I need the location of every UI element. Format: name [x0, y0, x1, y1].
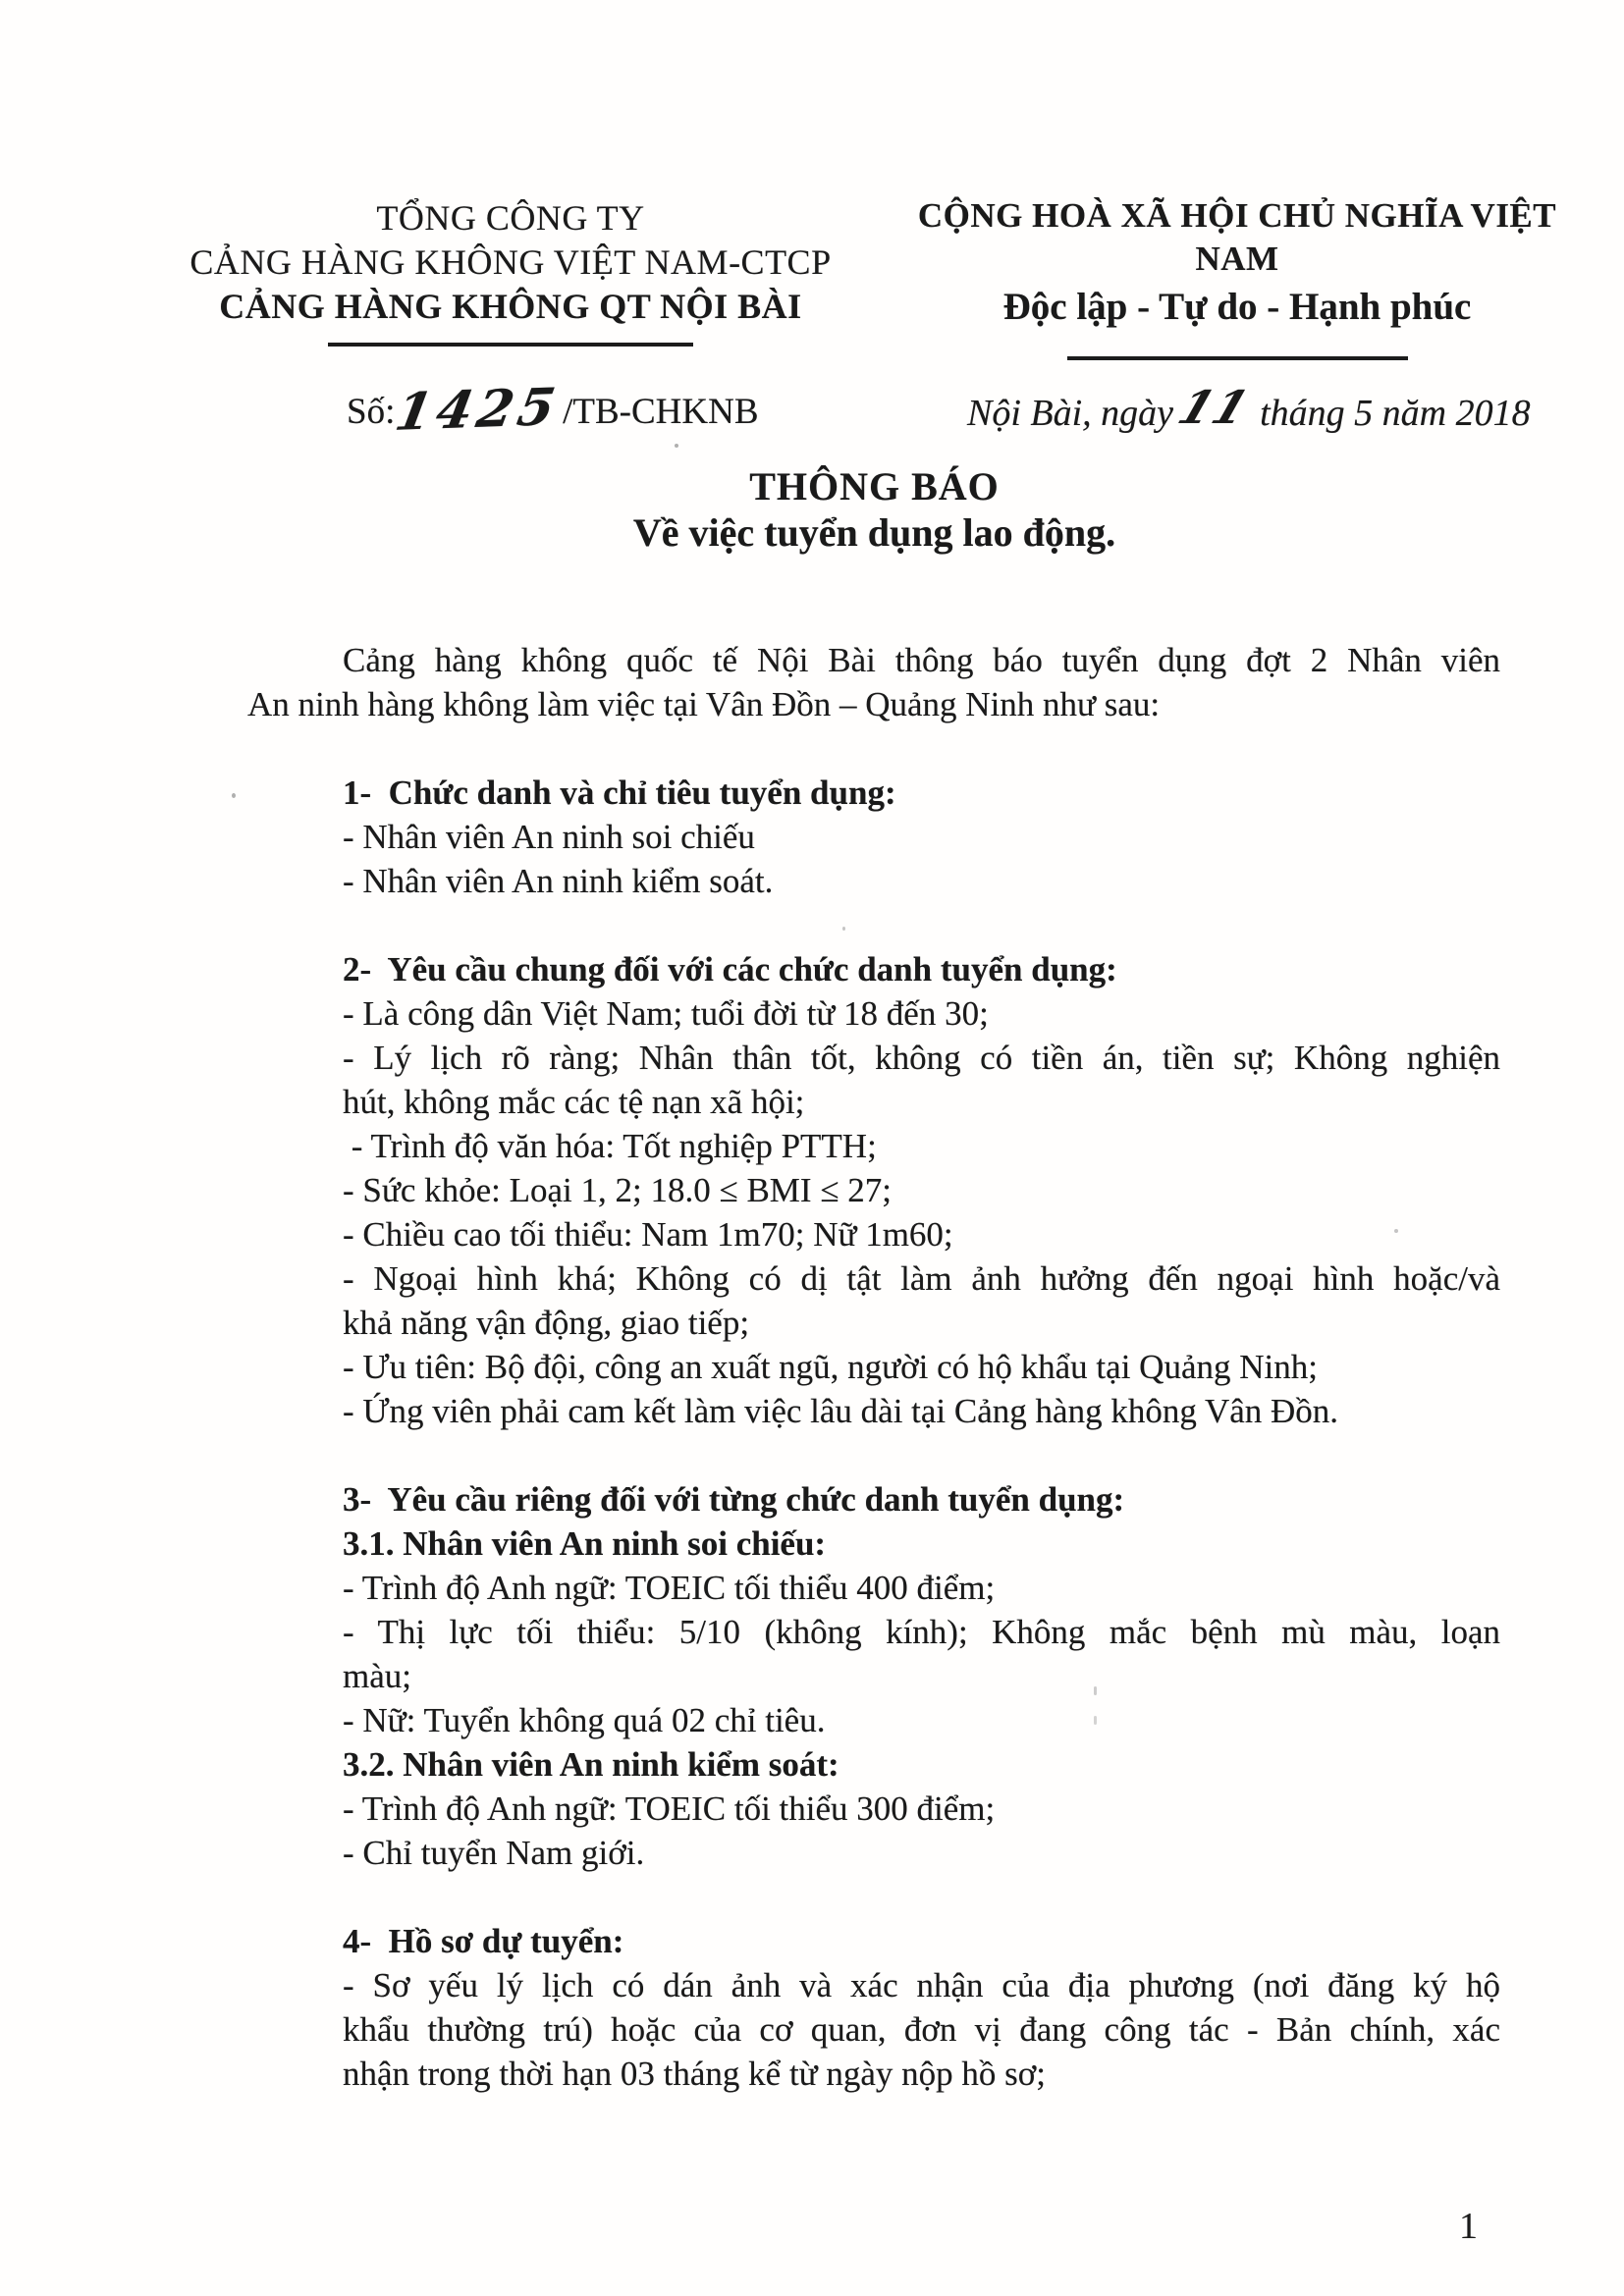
- section-heading-line: 4- Hồ sơ dự tuyển:: [343, 1922, 624, 1960]
- scan-speck: [675, 444, 678, 448]
- org-block: [187, 196, 835, 347]
- body-line: - Chỉ tuyển Nam giới.: [343, 1834, 645, 1872]
- date-line: [967, 381, 1531, 435]
- section-heading-line: 2- Yêu cầu chung đối với các chức danh tuyển dụng:: [343, 950, 1117, 988]
- body-line: nhận trong thời hạn 03 tháng kể từ ngày nộp hồ sơ;: [343, 2055, 1047, 2093]
- body-line: - Sơ yếu lý lịch có dán ảnh và xác nhận của địa phương (nơi đăng ký hộ: [343, 1966, 1500, 2004]
- scan-speck: [1094, 1686, 1097, 1695]
- body-line: - Là công dân Việt Nam; tuổi đời từ 18 đến 30;: [343, 994, 989, 1033]
- body-line: - Chiều cao tối thiểu: Nam 1m70; Nữ 1m60;: [343, 1215, 953, 1254]
- body-line: An ninh hàng không làm việc tại Vân Đồn – Quảng Ninh như sau:: [247, 685, 1161, 723]
- date-suffix: tháng 5 năm 2018: [1260, 393, 1531, 434]
- doc-number-line: [347, 377, 759, 443]
- national-header-line: CỘNG HOÀ XÃ HỘI CHỦ NGHĨA VIỆT NAM: [917, 196, 1557, 278]
- section-heading-line: 1- Chức danh và chỉ tiêu tuyển dụng:: [343, 774, 896, 812]
- doc-number-suffix: /TB-CHKNB: [563, 392, 759, 432]
- date-prefix: Nội Bài, ngày: [967, 393, 1174, 434]
- body-line: - Nữ: Tuyển không quá 02 chỉ tiêu.: [343, 1701, 826, 1739]
- body-line: màu;: [343, 1657, 411, 1695]
- page-number: 1: [1459, 2206, 1478, 2247]
- doc-number-handwritten: 1425: [391, 377, 566, 443]
- body-line: khả năng vận động, giao tiếp;: [343, 1304, 750, 1342]
- body-line: - Thị lực tối thiểu: 5/10 (không kính); Không mắc bệnh mù màu, loạn: [343, 1613, 1500, 1651]
- body-line: - Trình độ Anh ngữ: TOEIC tối thiểu 300 điểm;: [343, 1789, 996, 1828]
- national-motto-line: Độc lập - Tự do - Hạnh phúc: [1002, 286, 1472, 328]
- body-line: - Lý lịch rõ ràng; Nhân thân tốt, không có tiền án, tiền sự; Không nghiện: [343, 1039, 1500, 1077]
- body-line: khẩu thường trú) hoặc của cơ quan, đơn vị đang công tác - Bản chính, xác: [343, 2010, 1500, 2049]
- org-lines: [187, 196, 835, 329]
- body-line: - Nhân viên An ninh soi chiếu: [343, 818, 755, 856]
- document-body: [247, 638, 1500, 2096]
- motto-underline: [1067, 356, 1408, 360]
- title-block: [247, 463, 1501, 556]
- section-heading-line: 3.1. Nhân viên An ninh soi chiếu:: [343, 1524, 827, 1563]
- body-line: Cảng hàng không quốc tế Nội Bài thông báo tuyển dụng đợt 2 Nhân viên: [343, 641, 1500, 679]
- body-line: - Sức khỏe: Loại 1, 2; 18.0 ≤ BMI ≤ 27;: [343, 1171, 893, 1209]
- body-line: - Nhân viên An ninh kiểm soát.: [343, 862, 774, 900]
- section-heading-line: 3.2. Nhân viên An ninh kiểm soát:: [343, 1745, 839, 1784]
- scan-speck: [232, 793, 236, 798]
- org-line: TỔNG CÔNG TY: [376, 198, 645, 238]
- org-line: CẢNG HÀNG KHÔNG VIỆT NAM-CTCP: [189, 242, 832, 282]
- scan-speck: [842, 927, 845, 931]
- body-line: hút, không mắc các tệ nạn xã hội;: [343, 1083, 805, 1121]
- section-heading-line: 3- Yêu cầu riêng đối với từng chức danh tuyển dụng:: [343, 1480, 1125, 1519]
- scan-speck: [1394, 1229, 1398, 1233]
- org-line: CẢNG HÀNG KHÔNG QT NỘI BÀI: [219, 287, 802, 326]
- body-line: - Trình độ Anh ngữ: TOEIC tối thiểu 400 điểm;: [343, 1569, 996, 1607]
- document-title: THÔNG BÁO: [749, 464, 1000, 508]
- national-header-block: [874, 194, 1600, 360]
- org-underline: [328, 343, 693, 347]
- document-subtitle: Về việc tuyển dụng lao động.: [632, 510, 1116, 555]
- date-day-handwritten: 11: [1171, 381, 1258, 434]
- doc-number-label: Số:: [347, 392, 396, 432]
- body-line: - Ưu tiên: Bộ đội, công an xuất ngũ, người có hộ khẩu tại Quảng Ninh;: [343, 1348, 1318, 1386]
- scan-speck: [1094, 1716, 1097, 1725]
- body-line: - Trình độ văn hóa: Tốt nghiệp PTTH;: [343, 1127, 877, 1165]
- body-line: - Ứng viên phải cam kết làm việc lâu dài tại Cảng hàng không Vân Đồn.: [343, 1392, 1339, 1430]
- body-line: - Ngoại hình khá; Không có dị tật làm ảnh hưởng đến ngoại hình hoặc/và: [343, 1259, 1500, 1298]
